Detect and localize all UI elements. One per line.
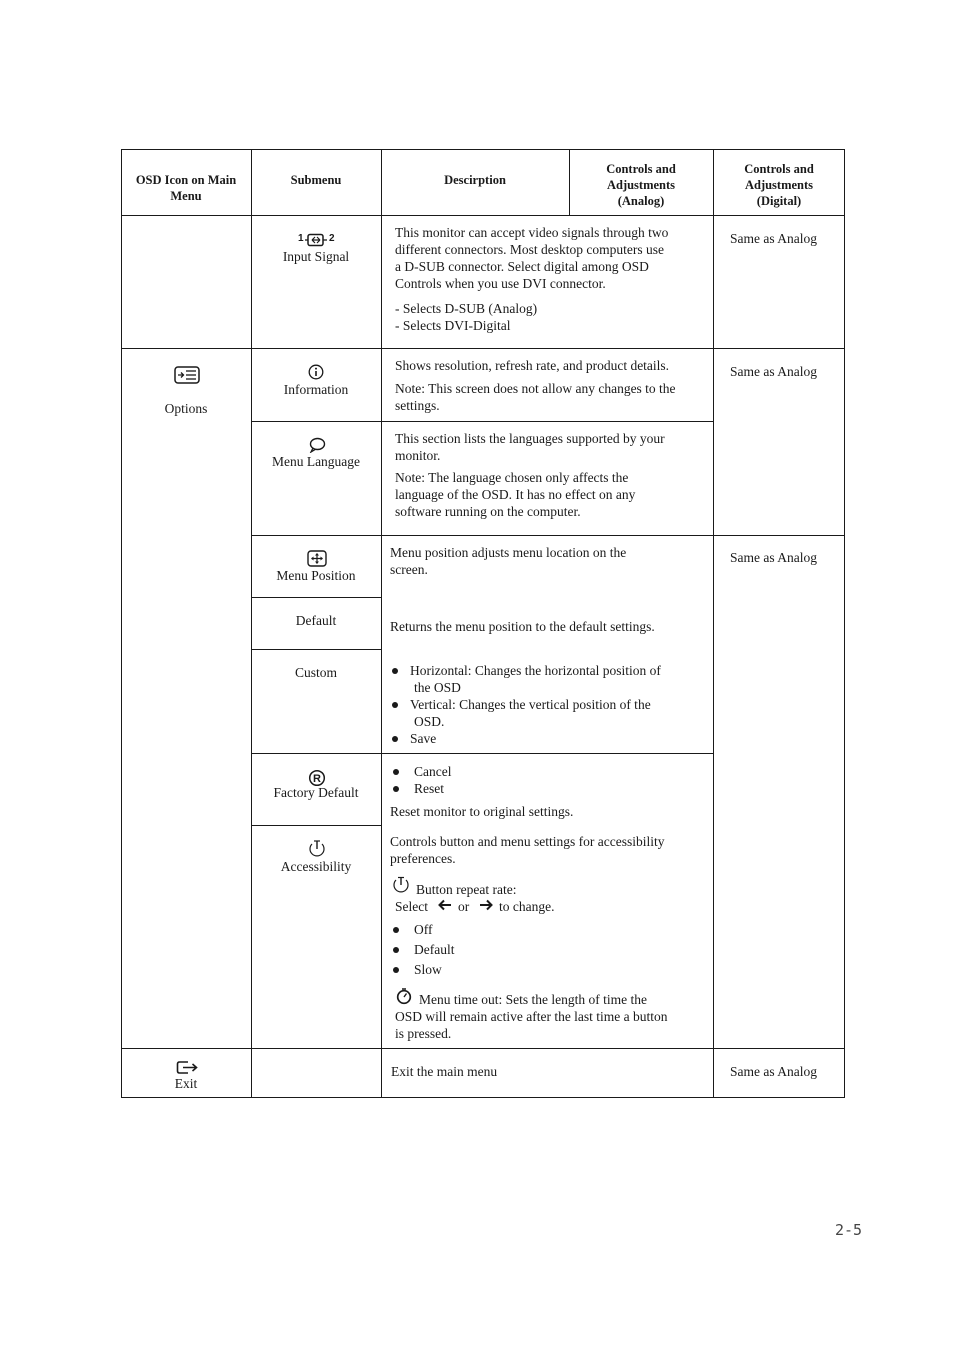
bullet (392, 736, 398, 742)
information-icon (308, 364, 324, 380)
stopwatch-icon (395, 987, 413, 1005)
custom-save: Save (410, 731, 437, 746)
menu-language-desc-1: This section lists the languages supported by your (395, 431, 665, 446)
information-desc: Shows resolution, refresh rate, and product details. (395, 358, 670, 373)
exit-digital: Same as Analog (730, 1064, 817, 1079)
arrow-left-icon (437, 899, 453, 911)
factory-reset: Reset (414, 781, 444, 796)
speech-bubble-icon (308, 437, 326, 453)
menu-position-desc-1: Menu position adjusts menu location on the (390, 545, 627, 560)
input-signal-option-dvi: - Selects DVI-Digital (395, 318, 511, 333)
factory-default-desc: Reset monitor to original settings. (390, 804, 574, 819)
input-signal-desc-1: This monitor can accept video signals through two (395, 225, 669, 240)
col-divider-2 (381, 149, 382, 1098)
row-divider-accessibility (251, 825, 381, 826)
input-signal-desc-2: different connectors. Most desktop computers use (395, 242, 664, 257)
menu-language-note-3: software running on the computer. (395, 504, 581, 519)
custom-horizontal-1: Horizontal: Changes the horizontal position of (410, 663, 661, 678)
svg-text:R: R (313, 773, 321, 785)
repeat-rate-off: Off (414, 922, 433, 937)
arrow-right-icon (478, 899, 494, 911)
default-desc: Returns the menu position to the default settings. (390, 619, 655, 634)
custom-vertical-1: Vertical: Changes the vertical position of the (410, 697, 651, 712)
menu-language-desc-2: monitor. (395, 448, 441, 463)
exit-desc: Exit the main menu (391, 1064, 498, 1079)
menu-position-icon (307, 550, 327, 567)
row-divider-exit (121, 1048, 845, 1049)
row-divider-language (251, 421, 714, 422)
table-border-right (844, 149, 845, 1098)
bullet (393, 927, 399, 933)
row-divider-factory (251, 753, 714, 754)
submenu-accessibility: Accessibility (280, 859, 352, 874)
button-repeat-rate: Button repeat rate: (416, 882, 517, 897)
bullet (392, 702, 398, 708)
header-digital: Controls and Adjustments (Digital) (744, 162, 814, 208)
input-signal-option-dsub: - Selects D-SUB (Analog) (395, 301, 538, 316)
exit-icon (176, 1060, 200, 1076)
submenu-menu-language: Menu Language (271, 454, 361, 469)
bullet (393, 786, 399, 792)
factory-cancel: Cancel (414, 764, 452, 779)
menu-position-desc-2: screen. (390, 562, 428, 577)
information-note-2: settings. (395, 398, 440, 413)
select-text: Select (395, 899, 428, 914)
row-divider-position (251, 535, 845, 536)
repeat-rate-default: Default (414, 942, 455, 957)
page-number: 2-5 (835, 1221, 863, 1239)
col-divider-3 (569, 149, 570, 216)
information-note-1: Note: This screen does not allow any changes to the (395, 381, 676, 396)
options-digital: Same as Analog (730, 364, 817, 379)
submenu-custom: Custom (294, 665, 337, 680)
submenu-menu-position: Menu Position (276, 568, 356, 583)
to-change-text: to change. (499, 899, 555, 914)
header-analog: Controls and Adjustments (Analog) (606, 162, 676, 208)
repeat-rate-slow: Slow (414, 962, 442, 977)
input-signal-desc-4: Controls when you use DVI connector. (395, 276, 606, 291)
menu-position-digital: Same as Analog (730, 550, 817, 565)
table-border-bottom (121, 1097, 845, 1098)
custom-vertical-2: OSD. (414, 714, 445, 729)
menu-timeout-3: is pressed. (395, 1026, 452, 1041)
options-icon (174, 366, 200, 384)
header-description: Descirption (444, 173, 506, 187)
menu-timeout-1: Menu time out: Sets the length of time the (419, 992, 647, 1007)
header-divider (121, 215, 845, 216)
table-border-left (121, 149, 122, 1098)
bullet (392, 668, 398, 674)
input-signal-digital: Same as Analog (730, 231, 817, 246)
col-divider-4 (713, 149, 714, 1098)
bullet (393, 769, 399, 775)
timer-icon (392, 876, 410, 894)
accessibility-desc-2: preferences. (390, 851, 456, 866)
row-divider-options (121, 348, 845, 349)
bullet (393, 947, 399, 953)
header-osd-icon: OSD Icon on Main Menu (135, 173, 237, 203)
submenu-information: Information (283, 382, 349, 397)
accessibility-desc-1: Controls button and menu settings for accessibility (390, 834, 665, 849)
submenu-input-signal: Input Signal (282, 249, 350, 264)
exit-label: Exit (174, 1076, 198, 1091)
row-divider-custom (251, 649, 381, 650)
input-signal-icon: 1 2 (298, 233, 335, 244)
submenu-default: Default (295, 613, 337, 628)
table-border-top (121, 149, 845, 150)
custom-horizontal-2: the OSD (414, 680, 461, 695)
options-label: Options (164, 401, 208, 416)
menu-timeout-2: OSD will remain active after the last time a button (395, 1009, 668, 1024)
input-signal-desc-3: a D-SUB connector. Select digital among OSD (395, 259, 649, 274)
or-text: or (458, 899, 470, 914)
header-submenu: Submenu (290, 173, 342, 187)
submenu-factory-default: Factory Default (273, 785, 359, 800)
accessibility-icon (307, 839, 327, 858)
menu-language-note-1: Note: The language chosen only affects the (395, 470, 629, 485)
bullet (393, 967, 399, 973)
menu-language-note-2: language of the OSD. It has no effect on any (395, 487, 636, 502)
row-divider-default (251, 597, 381, 598)
